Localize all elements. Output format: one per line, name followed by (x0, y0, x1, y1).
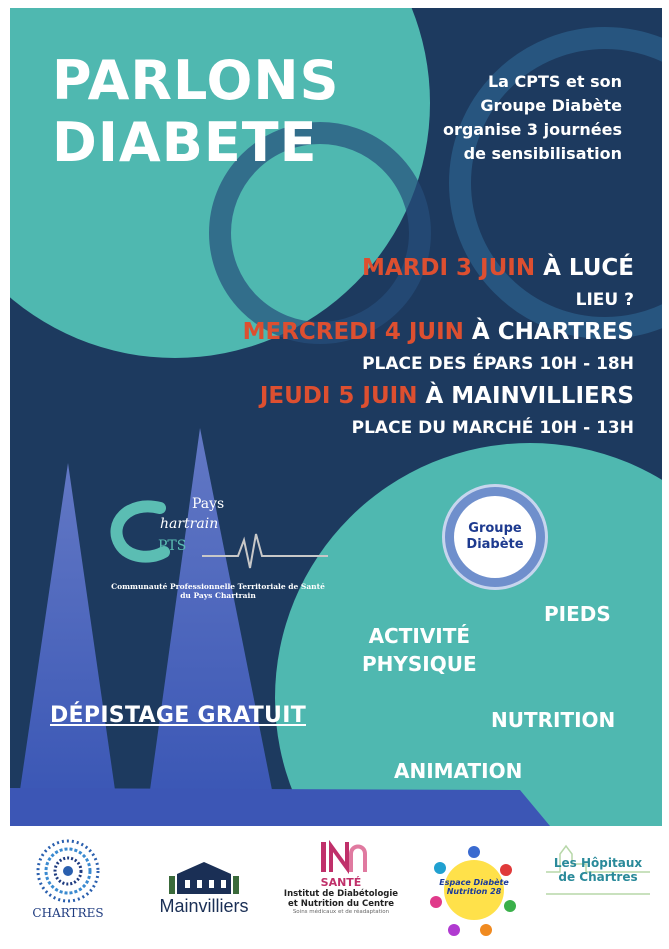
poster-title (52, 50, 339, 174)
groupe-diabete-badge (442, 484, 548, 590)
heartbeat-line-icon (202, 534, 328, 568)
ind-sante-logo (280, 840, 402, 915)
intro-text (362, 70, 622, 166)
mainvilliers-logo (140, 860, 268, 917)
chartres-logo (22, 836, 114, 920)
event-schedule (243, 252, 634, 444)
mainvilliers-building-icon (169, 860, 239, 896)
espace-diabete-text (426, 878, 522, 896)
hopitaux-chartres-logo (546, 842, 650, 902)
badge-line-2: Diabète (466, 537, 524, 552)
topic-nutrition-label: NUTRITION (491, 708, 616, 732)
topic-animation-label: ANIMATION (394, 759, 523, 783)
event-city-2: À CHARTRES (463, 319, 634, 345)
event-day-3 (243, 380, 634, 412)
topic-activite-line-2: PHYSIQUE (362, 652, 477, 676)
hopitaux-line-1: Les Hôpitaux (553, 856, 643, 870)
event-date-3: JEUDI 5 JUIN (259, 383, 418, 409)
event-day-1 (243, 252, 634, 284)
mainvilliers-label: Mainvilliers (159, 896, 249, 916)
title-line-1: PARLONS (52, 49, 340, 112)
event-day-2 (243, 316, 634, 348)
espace-diabete-logo (426, 840, 522, 940)
cpts-description (98, 582, 338, 600)
depistage-gratuit: DÉPISTAGE GRATUIT (50, 703, 306, 728)
espace-line-2: Nutrition 28 (446, 887, 502, 896)
intro-line-1: La CPTS et son (487, 72, 622, 91)
ind-name-line-3: Soins médicaux et de réadaptation (292, 909, 390, 915)
topic-animation (394, 757, 522, 785)
event-city-3: À MAINVILLIERS (417, 383, 634, 409)
partner-logos-footer (0, 826, 669, 949)
topic-pieds-label: PIEDS (544, 602, 611, 626)
badge-line-1: Groupe (468, 521, 522, 536)
event-date-2: MERCREDI 4 JUIN (242, 319, 464, 345)
hopitaux-line-2: de Chartres (558, 870, 638, 884)
cpts-pts: PTS (158, 538, 187, 554)
cpts-logo (98, 494, 338, 604)
ground-band (10, 788, 550, 826)
event-date-1: MARDI 3 JUIN (361, 255, 536, 281)
cpts-desc-line-1: Communauté Professionnelle Territoriale de Santé (111, 582, 325, 591)
topic-nutrition (491, 706, 615, 734)
event-city-1: À LUCÉ (535, 255, 634, 281)
title-line-2: DIABETE (52, 111, 318, 174)
event-place-3: PLACE DU MARCHÉ 10H - 13H (351, 418, 634, 438)
topic-pieds (544, 600, 611, 628)
cpts-pays: Pays (192, 496, 225, 512)
badge-inner (454, 496, 536, 578)
hopitaux-text (546, 856, 650, 884)
chartres-label: CHARTRES (32, 906, 104, 920)
spire-right (150, 428, 272, 790)
cpts-chartrain: hartrain (160, 516, 219, 532)
cpts-desc-line-2: du Pays Chartrain (180, 591, 256, 600)
poster (10, 8, 662, 826)
topic-activite-line-1: ACTIVITÉ (368, 624, 471, 648)
intro-line-2: Groupe Diabète (480, 96, 622, 115)
chartres-rosette-icon (33, 836, 103, 906)
ind-name-line-1: Institut de Diabétologie (283, 889, 399, 899)
intro-line-3: organise 3 journées (442, 120, 622, 139)
ind-sante-label: SANTÉ (320, 876, 362, 889)
espace-line-1: Espace Diabète (439, 878, 509, 887)
ind-name-line-2: et Nutrition du Centre (287, 899, 395, 909)
intro-line-4: de sensibilisation (463, 144, 622, 163)
ind-monogram-icon (313, 840, 369, 876)
event-place-2: PLACE DES ÉPARS 10H - 18H (362, 354, 634, 374)
topic-activite-physique (362, 622, 477, 678)
event-place-1: LIEU ? (575, 290, 634, 310)
